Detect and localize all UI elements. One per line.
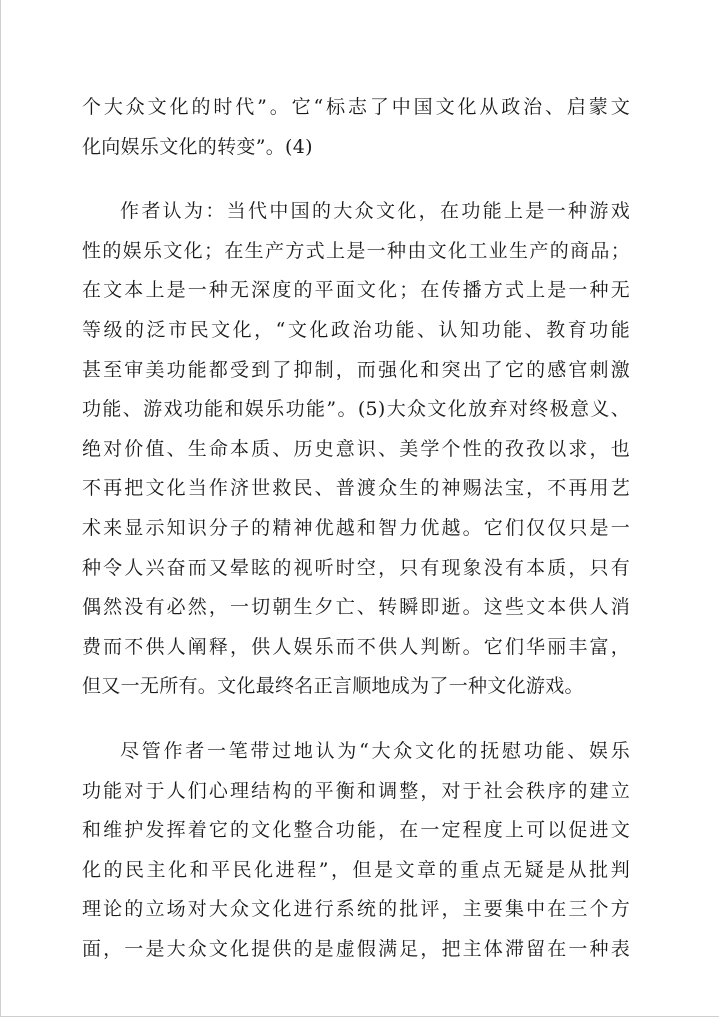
text-line: 个大众文化的时代”。它“标志了中国文化从政治、启蒙文 [82, 96, 630, 118]
text-line: 面，一是大众文化提供的是虚假满足，把主体滞留在一种表 [82, 937, 630, 960]
text-line: 绝对价值、生命本质、历史意识、美学个性的孜孜以求，也 [82, 437, 630, 460]
text-line: 理论的立场对大众文化进行系统的批评，主要集中在三个方 [82, 898, 630, 921]
text-line: 在文本上是一种无深度的平面文化；在传播方式上是一种无 [82, 279, 630, 302]
paragraph-1 [82, 88, 630, 167]
text-line: 费而不供人阐释，供人娱乐而不供人判断。它们华丽丰富， [82, 635, 630, 658]
text-line: 等级的泛市民文化，“文化政治功能、认知功能、教育功能 [82, 318, 630, 341]
text-line: 术来显示知识分子的精神优越和智力优越。它们仅仅只是一 [82, 516, 630, 539]
text-line: 不再把文化当作济世救民、普渡众生的神赐法宝，不再用艺 [82, 477, 630, 500]
text-line: 性的娱乐文化；在生产方式上是一种由文化工业生产的商品； [82, 239, 630, 262]
text-line: 甚至审美功能都受到了抑制，而强化和突出了它的感官刺激 [82, 358, 630, 381]
text-line: 和维护发挥着它的文化整合功能，在一定程度上可以促进文 [82, 819, 630, 842]
text-line: 功能、游戏功能和娱乐功能”。(5)大众文化放弃对终极意义、 [82, 398, 630, 421]
paragraph-2 [82, 192, 630, 707]
text-line: 化的民主化和平民化进程”，但是文章的重点无疑是从批判 [82, 858, 630, 881]
text-line: 尽管作者一笔带过地认为“大众文化的抚慰功能、娱乐 [120, 739, 630, 762]
paragraph-3 [82, 732, 630, 970]
text-line: 偶然没有必然，一切朝生夕亡、转瞬即逝。这些文本供人消 [82, 596, 630, 619]
text-line: 化向娱乐文化的转变”。(4) [82, 135, 313, 158]
document-body [82, 88, 630, 969]
text-line: 种令人兴奋而又晕眩的视听时空，只有现象没有本质，只有 [82, 556, 630, 579]
text-line: 作者认为：当代中国的大众文化，在功能上是一种游戏 [120, 200, 630, 223]
text-line: 功能对于人们心理结构的平衡和调整，对于社会秩序的建立 [82, 779, 630, 802]
text-line: 但又一无所有。文化最终名正言顺地成为了一种文化游戏。 [82, 675, 584, 698]
